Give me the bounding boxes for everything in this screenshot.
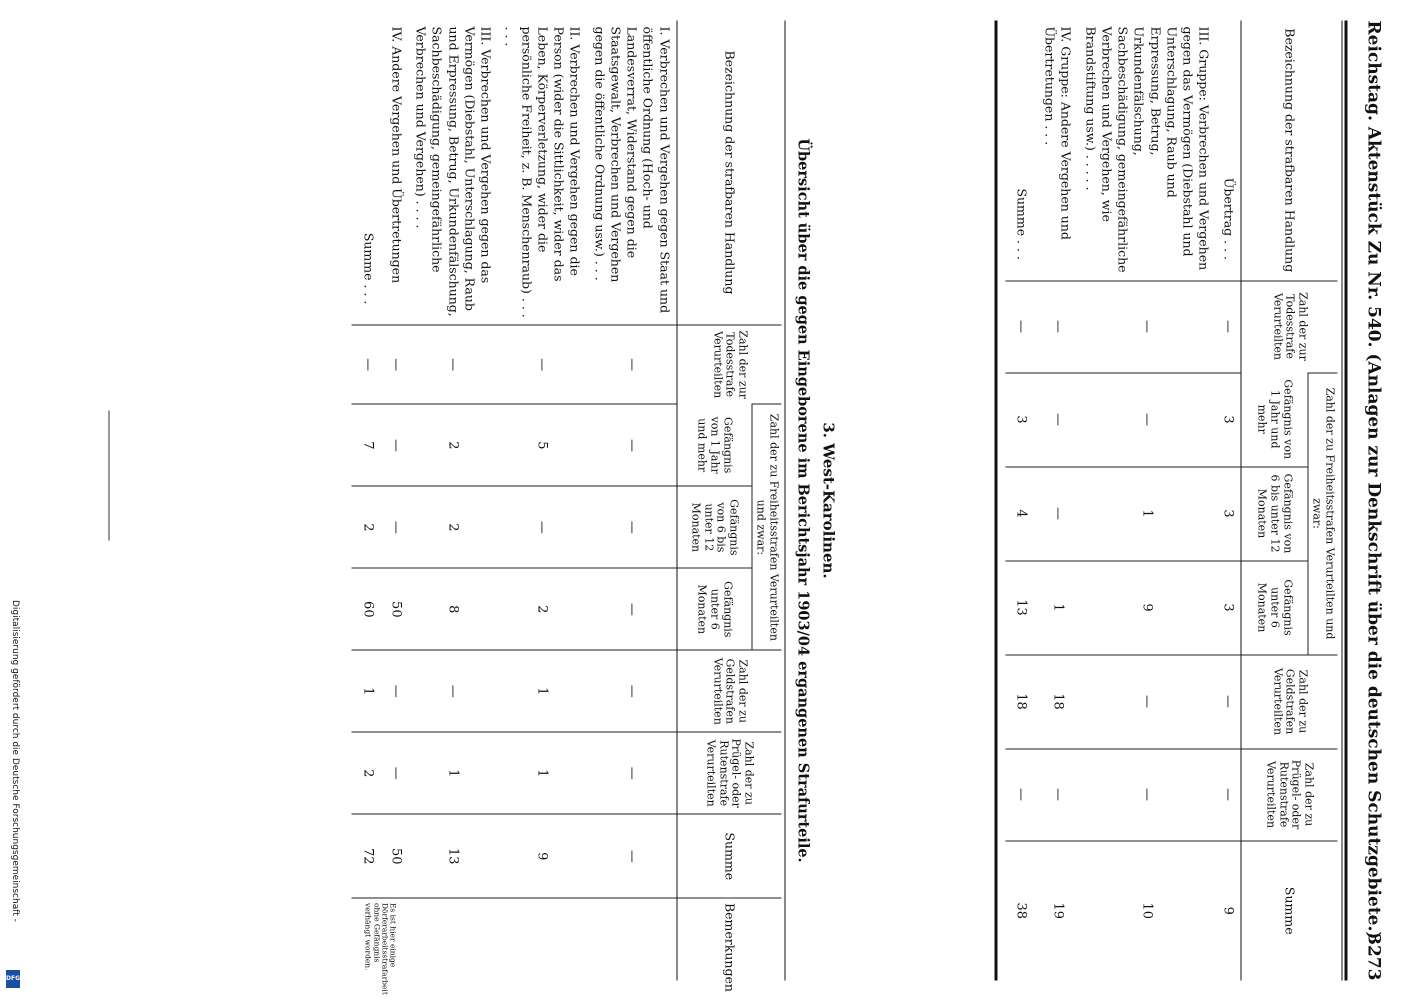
row-desc: IV. Gruppe: Andere Vergehen und Übertretungen . . . — [1042, 26, 1074, 240]
cell: 3 — [1215, 560, 1240, 654]
cell: 1 — [1037, 560, 1078, 654]
cell: 3 — [1215, 466, 1240, 560]
col-header-remarks: Bemerkungen — [676, 898, 781, 980]
cell: — — [1077, 654, 1215, 748]
cell: — — [497, 486, 586, 568]
cell: 7 — [351, 404, 383, 486]
cell: — — [1037, 748, 1078, 840]
cell: 2 — [351, 732, 383, 814]
table-row — [384, 20, 408, 980]
col-header-sum: Summe — [676, 814, 781, 898]
cell: 2 — [408, 404, 497, 486]
header-rule-thin — [1341, 20, 1342, 980]
row-desc: Summe . . . — [1013, 187, 1029, 260]
col-header-fine: Zahl der zu Geldstrafen Verurteilten — [1240, 654, 1337, 748]
cell: 60 — [351, 568, 383, 650]
cell: 2 — [497, 568, 586, 650]
col-header-flogging: Zahl der zu Prügel- oder Rutenstrafe Verurteilten — [676, 732, 781, 814]
watermark-text: Digitalisierung gefördert durch die Deutsche Forschungsgemeinschaft - — [10, 600, 20, 922]
section-title: 3. West-Karolinen. — [819, 421, 837, 579]
cell: — — [586, 732, 676, 814]
cell: 19 — [1037, 840, 1078, 980]
cell: — — [586, 814, 676, 898]
cell: — — [1215, 748, 1240, 840]
row-desc: III. Gruppe: Verbrechen und Vergehen gegen das Vermögen (Diebstahl und Unterschlagung, Raub und Erpressung, Betrug, Urkundenfälschung, Sachbeschädigung, gemeingefährliche Verbrechen und Vergehen, wie Brandstiftung usw.) . . . . . — [1082, 26, 1212, 273]
cell: 2 — [351, 486, 383, 568]
cell: — — [586, 324, 676, 404]
cell: 50 — [384, 814, 408, 898]
cell: 3 — [1215, 372, 1240, 466]
table-row — [586, 20, 676, 980]
cell: — — [384, 324, 408, 404]
col-header-prison-6-12m: Gefängnis von 6 bis unter 12 Monaten — [1240, 466, 1307, 560]
table-row — [1037, 20, 1078, 980]
col-header-prison-1y: Gefängnis von 1 Jahr und mehr — [1240, 372, 1307, 466]
cell: 9 — [1215, 840, 1240, 980]
cell: — — [384, 404, 408, 486]
cell: 1 — [1077, 466, 1215, 560]
cell: — — [408, 650, 497, 732]
col-header-fine: Zahl der zu Geldstrafen Verurteilten — [676, 650, 781, 732]
col-header-description: Bezeichnung der strafbaren Handlung — [1240, 20, 1337, 280]
cell: — — [408, 324, 497, 404]
cell: — — [586, 650, 676, 732]
table-row — [1077, 20, 1215, 980]
col-header-prison-group: Zahl der zu Freiheitsstrafen Verurteilten und zwar: — [1307, 372, 1337, 654]
cell: 4 — [1005, 466, 1037, 560]
cell: — — [586, 404, 676, 486]
cell: 18 — [1037, 654, 1078, 748]
remarks-note: Es ist hier einige Dörferarbeitsstrafarbeit ohne Gefängnis verhängt worden. — [351, 898, 408, 980]
digitization-watermark — [4, 600, 24, 990]
cell: — — [1005, 280, 1037, 372]
cell: — — [384, 486, 408, 568]
row-desc: III. Verbrechen und Vergehen gegen das Vermögen (Diebstahl, Unterschlagung, Raub und Erpressung, Betrug, Urkundenfälschung, Sachbeschädigung, gemeingefährliche Verbrechen und Vergehen) . . . . — [413, 26, 494, 317]
cell: 1 — [351, 650, 383, 732]
cell: — — [1005, 748, 1037, 840]
cell: — — [1077, 372, 1215, 466]
col-header-death: Zahl der zur Todesstrafe Verurteilten — [1240, 280, 1337, 372]
cell: 1 — [408, 732, 497, 814]
cell: — — [1077, 280, 1215, 372]
remarks-cell — [408, 898, 497, 980]
table1-bottom-rule — [994, 20, 997, 980]
row-desc: II. Verbrechen und Vergehen gegen die Person (wider die Sittlichkeit, wider das Leben, Körperverletzung, wider die persönliche Freiheit, z. B. Menschenraub) . . . . . . — [502, 26, 583, 318]
dfg-logo-icon: DFG — [6, 970, 20, 988]
sum-row — [351, 20, 383, 980]
col-header-prison-group: Zahl der zu Freiheitsstrafen Verurteilten und zwar: — [751, 404, 781, 650]
cell: — — [497, 324, 586, 404]
cell: 18 — [1005, 654, 1037, 748]
continuation-table — [1005, 20, 1337, 980]
cell: 13 — [408, 814, 497, 898]
cell: 5 — [497, 404, 586, 486]
row-desc: Übertrag . . . — [1220, 177, 1236, 260]
row-desc: I. Verbrechen und Vergehen gegen Staat und öffentliche Ordnung (Hoch- und Landesverrat, Widerstand gegen die Staatsgewalt, Verbrechen und Vergehen gegen die öffentliche Ordnung usw.) . . . — [591, 26, 672, 313]
row-desc: Summe . . . — [360, 232, 376, 304]
cell: 8 — [408, 568, 497, 650]
cell: — — [1037, 280, 1078, 372]
end-rule — [108, 410, 109, 540]
header-rule — [1344, 20, 1347, 980]
cell: 50 — [384, 568, 408, 650]
remarks-cell — [497, 898, 586, 980]
header-title: Reichstag. Aktenstück Zu Nr. 540. (Anlagen zur Denkschrift über die deutschen Schutzgebiete.) — [1363, 20, 1383, 939]
cell: 2 — [408, 486, 497, 568]
col-header-prison-1y: Gefängnis von 1 Jahr und mehr — [676, 404, 751, 486]
cell: — — [1037, 466, 1078, 560]
cell: 9 — [497, 814, 586, 898]
col-header-prison-under-6m: Gefängnis unter 6 Monaten — [1240, 560, 1307, 654]
cell: — — [1077, 748, 1215, 840]
page-number: 3273 — [1363, 932, 1383, 980]
table-row — [1215, 20, 1240, 980]
row-desc: IV. Andere Vergehen und Übertretungen — [388, 26, 404, 283]
cell: — — [384, 732, 408, 814]
cell: 72 — [351, 814, 383, 898]
cell: 13 — [1005, 560, 1037, 654]
cell: — — [586, 486, 676, 568]
cell: 3 — [1005, 372, 1037, 466]
cell: 9 — [1077, 560, 1215, 654]
cell: — — [1037, 372, 1078, 466]
col-header-sum: Summe — [1240, 840, 1337, 980]
section-subtitle: Übersicht über die gegen Eingeborene im Berichtsjahr 1903/04 ergangenen Strafurteile. — [794, 137, 811, 863]
page-header — [1351, 20, 1391, 980]
cell: — — [1215, 280, 1240, 372]
col-header-prison-under-6m: Gefängnis unter 6 Monaten — [676, 568, 751, 650]
col-header-flogging: Zahl der zu Prügel- oder Rutenstrafe Verurteilten — [1240, 748, 1337, 840]
col-header-death: Zahl der zur Todesstrafe Verurteilten — [676, 324, 781, 404]
table-row — [497, 20, 586, 980]
col-header-description: Bezeichnung der strafbaren Handlung — [676, 20, 781, 324]
cell: — — [586, 568, 676, 650]
karolinen-table — [351, 20, 781, 995]
cell: — — [1215, 654, 1240, 748]
cell: 38 — [1005, 840, 1037, 980]
col-header-prison-6-12m: Gefängnis von 6 bis unter 12 Monaten — [676, 486, 751, 568]
sum-row — [1005, 20, 1037, 980]
cell: 1 — [497, 732, 586, 814]
table2-top-rule — [784, 20, 785, 980]
remarks-cell — [586, 898, 676, 980]
cell: — — [384, 650, 408, 732]
table-row — [408, 20, 497, 980]
cell: — — [351, 324, 383, 404]
cell: 10 — [1077, 840, 1215, 980]
cell: 1 — [497, 650, 586, 732]
